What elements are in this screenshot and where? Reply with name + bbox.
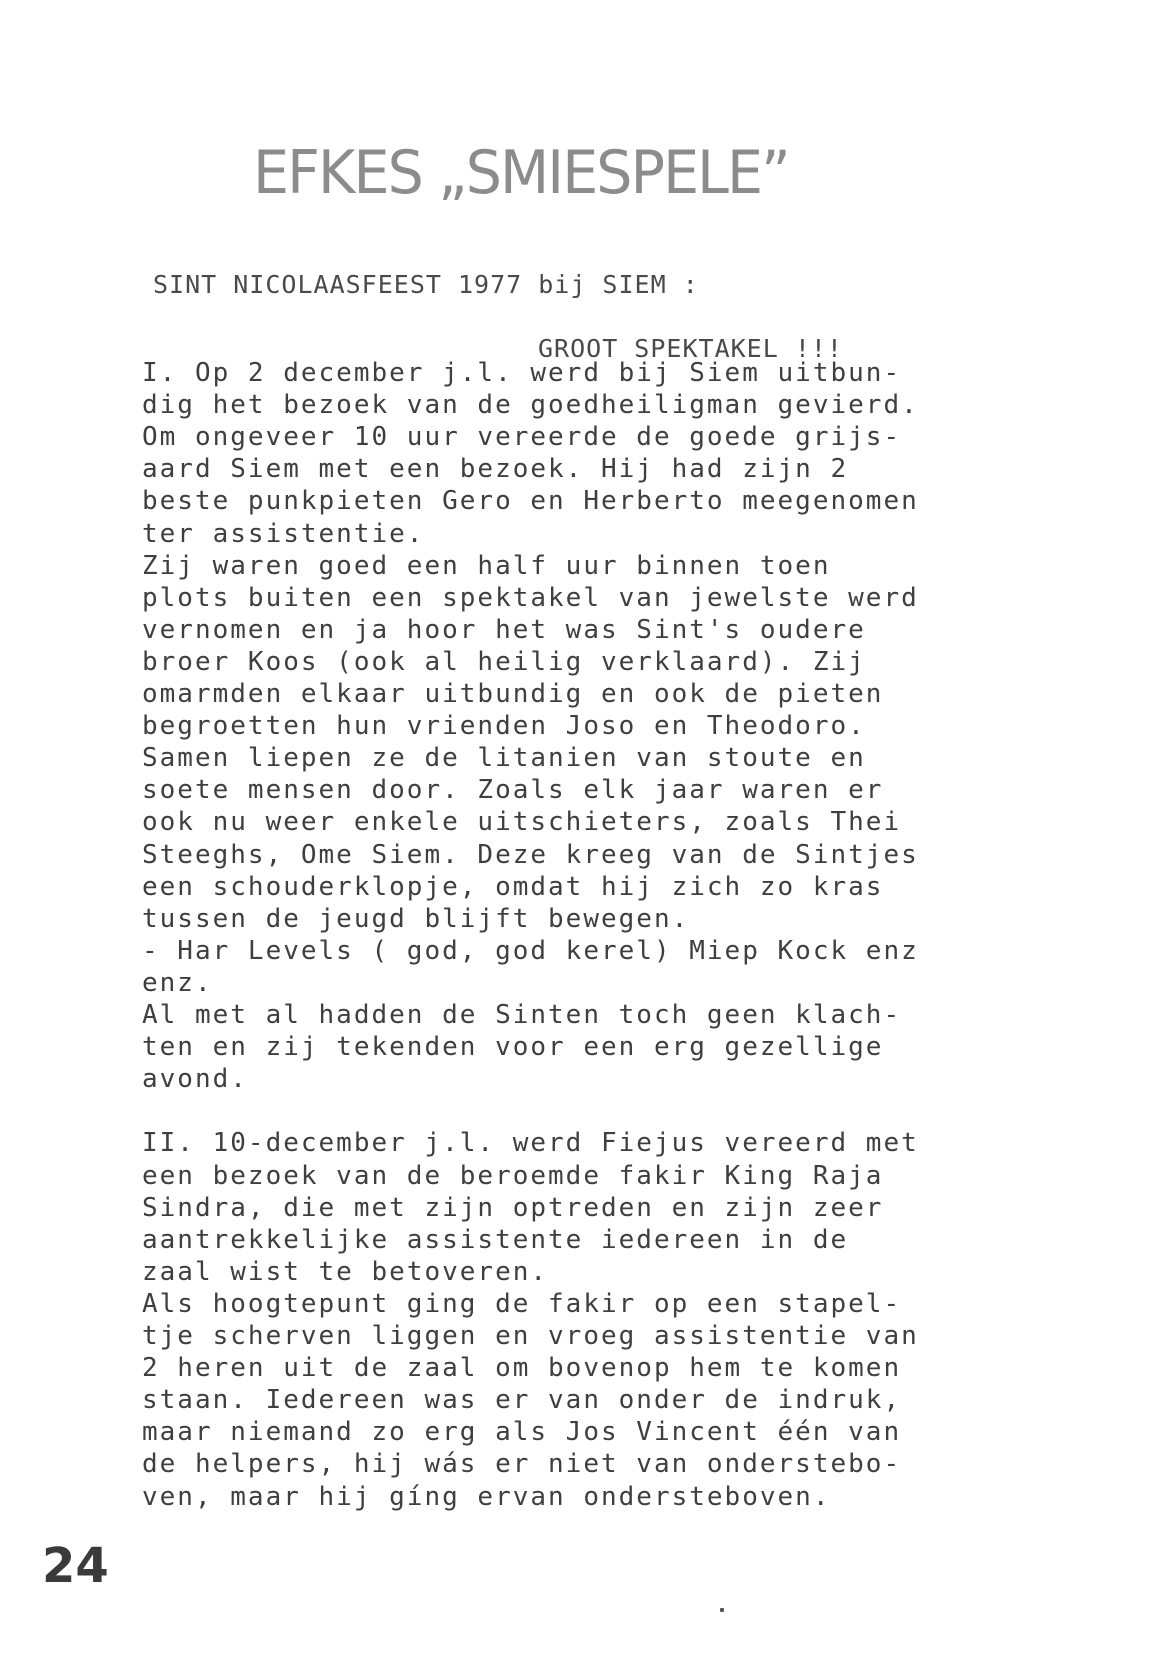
body-line: ter assistentie. (142, 518, 425, 549)
body-line: omarmden elkaar uitbundig en ook de pieten (142, 679, 884, 709)
body-line: staan. Iedereen was er van onder de indruk, (142, 1385, 902, 1416)
page-title: EFKES „SMIESPELE” (253, 138, 789, 208)
body-line: tje scherven liggen en vroeg assistentie van (142, 1321, 919, 1351)
body-line: I. Op 2 december j.l. werd bij Siem uitbun- (142, 358, 902, 388)
body-line: Als hoogtepunt ging de fakir op een stapel- (142, 1288, 902, 1319)
body-line: avond. (142, 1064, 248, 1095)
body-line: tussen de jeugd blijft bewegen. (142, 903, 690, 934)
body-line: ven, maar hij gíng ervan ondersteboven. (142, 1481, 831, 1512)
body-line: Zij waren goed een half uur binnen toen (142, 550, 831, 581)
body-line: aantrekkelijke assistente iedereen in de (142, 1224, 849, 1255)
body-line: beste punkpieten Gero en Herberto meegenomen (142, 486, 919, 517)
body-line: Al met al hadden de Sinten toch geen klach- (142, 1000, 902, 1030)
body-line: vernomen en ja hoor het was Sint's oudere (142, 614, 866, 645)
body-line: aard Siem met een bezoek. Hij had zijn 2 (142, 454, 849, 485)
body-line: Om ongeveer 10 uur vereerde de goede grijs- (142, 422, 902, 453)
body-line: een schouderklopje, omdat hij zich zo kras (142, 871, 884, 902)
body-line: de helpers, hij wás er niet van onderstebo- (142, 1449, 902, 1480)
specks (720, 1608, 724, 1612)
subtitle: SINT NICOLAASFEEST 1977 bij SIEM : (153, 270, 699, 299)
body-line: ten en zij tekenden voor een erg gezellige (142, 1032, 884, 1063)
page-number: 24 (42, 1538, 109, 1594)
body-line: - Har Levels ( god, god kerel) Miep Kock enz (142, 935, 919, 966)
body-line: 2 heren uit de zaal om bovenop hem te komen (142, 1353, 902, 1384)
body-line: broer Koos (ook al heilig verklaard). Zij (142, 646, 866, 677)
body-line: Sindra, die met zijn optreden en zijn zeer (142, 1192, 884, 1223)
body-line: soete mensen door. Zoals elk jaar waren er (142, 775, 884, 806)
body-line: II. 10-december j.l. werd Fiejus vereerd met (142, 1128, 919, 1159)
headline: GROOT SPEKTAKEL !!! (538, 334, 843, 363)
body-line: Samen liepen ze de litanien van stoute en (142, 743, 866, 774)
body-line: begroetten hun vrienden Joso en Theodoro. (142, 711, 866, 742)
body-line: enz. (142, 967, 213, 998)
body-line: plots buiten een spektakel van jewelste werd (142, 582, 919, 613)
body-line: een bezoek van de beroemde fakir King Raja (142, 1160, 884, 1191)
body-line: ook nu weer enkele uitschieters, zoals Thei (142, 807, 902, 838)
body-line: Steeghs, Ome Siem. Deze kreeg van de Sintjes (142, 839, 919, 870)
body-line: zaal wist te betoveren. (142, 1256, 549, 1287)
body-line: dig het bezoek van de goedheiligman gevierd. (142, 390, 919, 421)
body-line: maar niemand zo erg als Jos Vincent één van (142, 1417, 902, 1448)
